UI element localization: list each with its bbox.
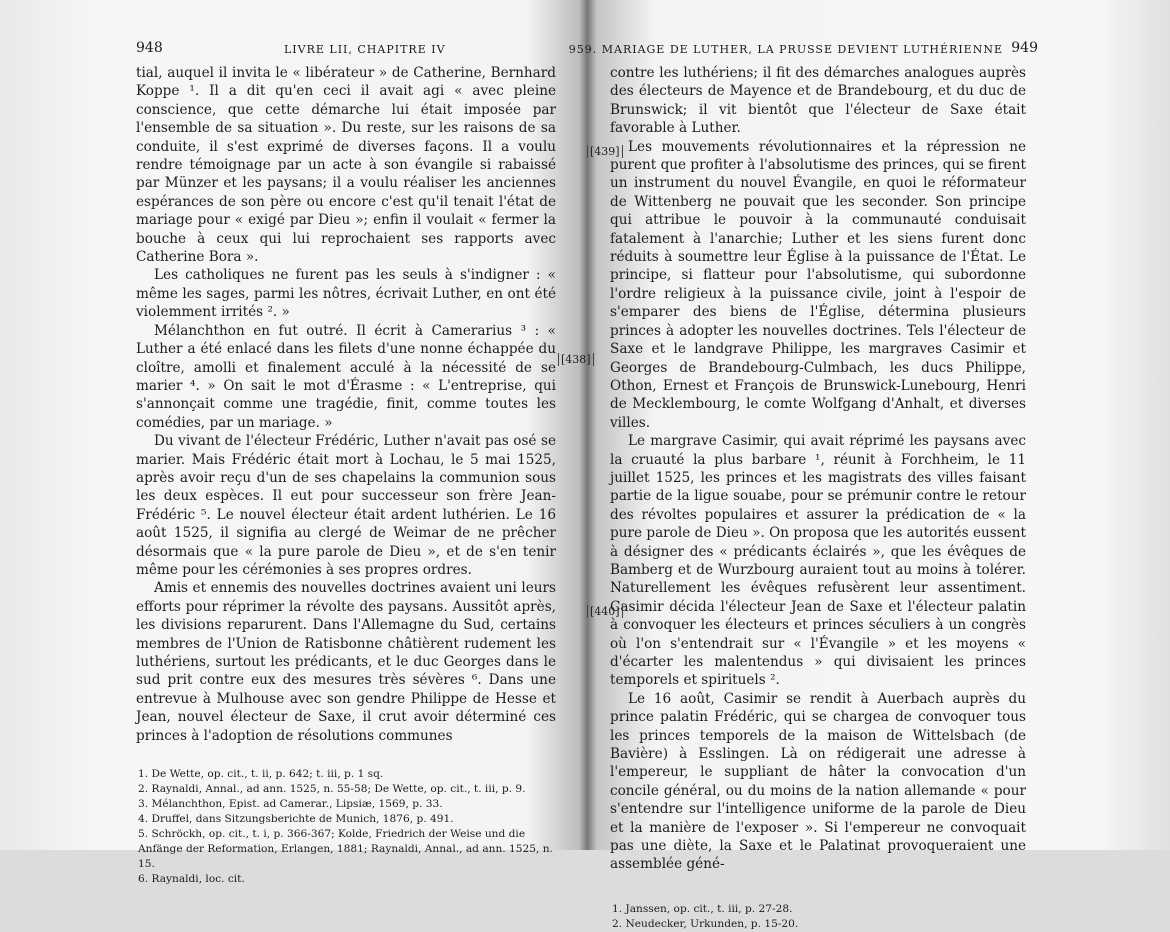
footnote: 1. Janssen, op. cit., t. iii, p. 27-28. xyxy=(612,902,793,915)
footnote: 4. Druffel, dans Sitzungsberichte de Munich, 1876, p. 491. xyxy=(138,813,454,826)
footnote: 2. Neudecker, Urkunden, p. 15-20. xyxy=(612,917,799,930)
right-page-number: 949 xyxy=(1011,40,1038,56)
right-footnotes xyxy=(610,902,1170,932)
right-running-head: 959. MARIAGE DE LUTHER, LA PRUSSE DEVIENT LUTHÉRIENNE xyxy=(568,43,1003,56)
paragraph: Le 16 août, Casimir se rendit à Auerbach auprès du prince palatin Frédéric, qui se chargea de convoquer tous les princes temporels de la maison de Wittelsbach (de Bavière) à Esslingen. Là on rédigerait une adresse à l'empereur, le suppliant de hâter la convocation d'un concile général, ou du moins de la nation allemande « pour s'entendre sur l'intelligence uniforme de la parole de Dieu et la manière de l'exposer ». Si l'empereur ne convoquait pas une diète, la Saxe et le Palatinat provoqueraient une assemblée géné- xyxy=(610,690,1026,873)
paragraph: contre les luthériens; il fit des démarches analogues auprès des électeurs de Mayence et de Brandebourg, et du duc de Brunswick; il vit bientôt que l'électeur de Saxe était favorable à Luther. xyxy=(610,65,1026,137)
footnote: 3. Mélanchthon, Epist. ad Camerar., Lipsiæ, 1569, p. 33. xyxy=(138,798,443,811)
footnote: 1. De Wette, op. cit., t. ii, p. 642; t. iii, p. 1 sq. xyxy=(138,768,384,781)
left-running-head: LIVRE LII, CHAPITRE IV xyxy=(284,43,446,56)
left-page xyxy=(0,0,591,886)
left-page-number: 948 xyxy=(136,40,163,56)
left-header xyxy=(136,40,556,64)
margin-note: [439] xyxy=(587,145,623,158)
paragraph: Le margrave Casimir, qui avait réprimé les paysans avec la cruauté la plus barbare ¹, réunit à Forchheim, le 11 juillet 1525, les princes et les magistrats des villes faisant partie de la ligue souabe, pour se prémunir contre le retour des révoltes populaires et assurer la prédication de « la pure parole de Dieu ». On proposa que les autorités eussent à désigner des « prédicants éclairés », que les évêques de Bamberg et de Wurzbourg auraient tout au moins à tolérer. Naturellement les évêques refusèrent leur assentiment. Casimir décida l'électeur Jean de Saxe et l'électeur palatin à convoquer les électeurs et princes séculiers à un congrès où l'on s'entendrait sur « l'Évangile » et les moyens « d'écarter les malentendus » qui divisaient les princes temporels et spirituels ². xyxy=(610,433,1026,689)
right-header xyxy=(568,40,1038,64)
paragraph: Les mouvements révolutionnaires et la répression ne purent que profiter à l'absolutisme des princes, qui se firent un instrument du nouvel Évangile, en quoi le réformateur de Wittenberg ne pouvait que les seconder. Son principe qui attribue le pouvoir à la communauté conduisait fatalement à l'anarchie; Luther et les siens furent donc réduits à soumettre leur Église à la puissance de l'État. Le principe, si flatteur pour l'absolutisme, qui subordonne l'ordre religieux à la puissance civile, joint à l'espoir de s'emparer des biens de l'Église, détermina plusieurs princes à adopter les nouvelles doctrines. Tels l'électeur de Saxe et le landgrave Philippe, les margraves Casimir et Georges de Brandebourg-Culmbach, les ducs Philippe, Othon, Ernest et François de Brunswick-Lunebourg, Henri de Mecklembourg, le comte Wolfgang d'Anhalt, et diverses villes. xyxy=(610,138,1026,431)
right-body xyxy=(610,64,1026,874)
paragraph: Mélanchthon en fut outré. Il écrit à Camerarius ³ : « Luther a été enlacé dans les filets d'une nonne échappée du cloître, amolli et finalement acculé à la nécessité de se marier ⁴. » On sait le mot d'Érasme : « L'entreprise, qui s'annonçait comme une tragédie, finit, comme toutes les comédies, par un mariage. » xyxy=(136,322,556,431)
left-body xyxy=(136,64,556,745)
paragraph: Du vivant de l'électeur Frédéric, Luther n'avait pas osé se marier. Mais Frédéric était mort à Lochau, le 5 mai 1525, après avoir reçu d'un de ses chapelains la communion sous les deux espèces. Il eut pour successeur son frère Jean-Frédéric ⁵. Le nouvel électeur était ardent luthérien. Le 16 août 1525, il signifia au clergé de Weimar de ne prêcher désormais que « la pure parole de Dieu », et de s'en tenir même pour les cérémonies à ses propres ordres. xyxy=(136,433,556,578)
footnote: 5. Schröckh, op. cit., t. i, p. 366-367; Kolde, Friedrich der Weise und die Anfänge der Reformation, Erlangen, 1881; Raynaldi, Annal., ad ann. 1525, n. 15. xyxy=(138,828,553,871)
paragraph: Amis et ennemis des nouvelles doctrines avaient uni leurs efforts pour réprimer la révolte des paysans. Aussitôt après, les divisions reparurent. Dans l'Allemagne du Sud, certains membres de l'Union de Ratisbonne châtièrent rudement les luthériens, surtout les prédicants, et le duc Georges dans le sud prit contre eux des mesures très sévères ⁶. Dans une entrevue à Mulhouse avec son gendre Philippe de Hesse et Jean, nouvel électeur de Saxe, il crut avoir déterminé ces princes à l'adoption de résolutions communes xyxy=(136,580,556,744)
margin-note: [440] xyxy=(587,605,623,618)
left-footnotes xyxy=(136,767,585,887)
margin-note: [438] xyxy=(558,353,594,366)
footnote: 6. Raynaldi, loc. cit. xyxy=(138,873,245,886)
footnote: 2. Raynaldi, Annal., ad ann. 1525, n. 55-58; De Wette, op. cit., t. iii, p. 9. xyxy=(138,783,526,796)
paragraph: tial, auquel il invita le « libérateur » de Catherine, Bernhard Koppe ¹. Il a dit qu'en ceci il avait agi « avec pleine conscience, que cette démarche lui était imposée par l'ensemble de sa situation ». Du reste, sur les raisons de sa conduite, il s'est exprimé de diverses façons. Il a voulu rendre témoignage par un acte à son évangile si rabaissé par Münzer et les paysans; il a voulu réaliser les anciennes espérances de son père ou encore c'est qu'il tenait l'état de mariage pour « exigé par Dieu »; enfin il voulait « fermer la bouche à ceux qui lui reprochaient ses rapports avec Catherine Bora ». xyxy=(136,65,556,266)
paragraph: Les catholiques ne furent pas les seuls à s'indigner : « même les sages, parmi les nôtres, écrivait Luther, en ont été violemment irrités ². » xyxy=(136,267,556,321)
